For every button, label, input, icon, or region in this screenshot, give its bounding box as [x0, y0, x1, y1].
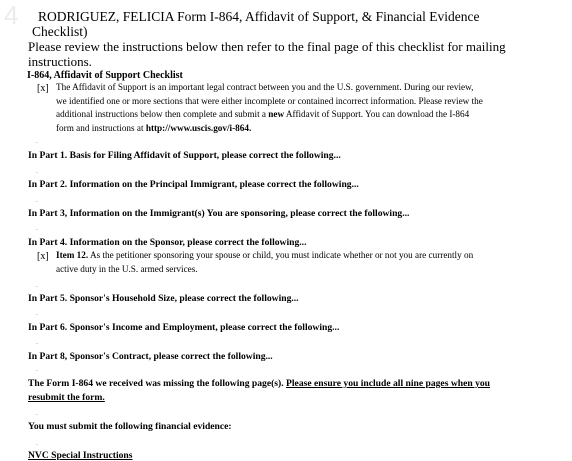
item-line-3-text: additional instructions below then complete and submit a [56, 109, 269, 119]
part-8-heading: In Part 8, Sponsor's Contract, please correct the following... [28, 351, 273, 362]
item-line-3-tail: Affidavit of Support. You can download the I-864 [284, 109, 470, 119]
separator-dot: . [36, 308, 38, 317]
item-line-3-bold: new [268, 109, 285, 119]
missing-pages-notice [28, 377, 490, 405]
part-1-heading: In Part 1. Basis for Filing Affidavit of Support, please correct the following... [28, 150, 341, 161]
separator-dot: . [36, 166, 38, 175]
item-line-3 [56, 108, 483, 122]
item-line-4-text: form and instructions at [56, 122, 146, 133]
missing-pages-line-2: resubmit the form. [28, 392, 105, 403]
part-4-item-line-2: active duty in the U.S. armed services. [56, 263, 198, 274]
document-title-continued: Checklist) [32, 24, 88, 39]
separator-dot: . [36, 337, 38, 346]
checklist-heading: I-864, Affidavit of Support Checklist [27, 70, 183, 81]
part-2-heading: In Part 2. Information on the Principal Immigrant, please correct the following... [28, 179, 359, 190]
separator-dot: . [36, 223, 38, 232]
part-3-heading: In Part 3, Information on the Immigrant(s) You are sponsoring, please correct the following... [28, 208, 410, 219]
part-4-heading: In Part 4. Information on the Sponsor, please correct the following... [28, 237, 307, 248]
missing-pages-instruction: Please ensure you include all nine pages when you [286, 378, 491, 389]
separator-dot: . [36, 136, 38, 145]
missing-pages-text: The Form I-864 we received was missing the following page(s). [28, 378, 287, 389]
watermark-number: 4 [4, 0, 19, 30]
part-5-heading: In Part 5. Sponsor's Household Size, please correct the following... [28, 293, 299, 304]
checkbox-mark: [x] [37, 251, 49, 262]
intro-line-1: Please review the instructions below then refer to the final page of this checklist for mailing [28, 39, 506, 54]
item-12-label: Item 12. [56, 250, 89, 260]
separator-dot: . [36, 280, 38, 289]
missing-pages-line-1 [28, 377, 490, 391]
item-line-4 [56, 122, 483, 136]
item-line-1: The Affidavit of Support is an important legal contract between you and the U.S. government. During our review, [56, 82, 474, 92]
part-4-item-text [56, 249, 473, 276]
item-line-2: we identified one or more sections that were either incomplete or contained incorrect information. Please review the [56, 95, 483, 106]
separator-dot: . [36, 408, 38, 417]
checklist-item-text [56, 81, 483, 135]
intro-line-2: instructions. [28, 54, 92, 69]
separator-dot: . [36, 364, 38, 373]
part-4-item-line-1 [56, 249, 473, 263]
separator-dot: . [36, 195, 38, 204]
part-6-heading: In Part 6. Sponsor's Income and Employment, please correct the following... [28, 322, 340, 333]
checkbox-mark: [x] [37, 83, 49, 94]
nvc-instructions-heading: NVC Special Instructions [28, 450, 133, 461]
financial-evidence-heading: You must submit the following financial evidence: [28, 421, 232, 432]
separator-dot: . [36, 438, 38, 447]
document-title: RODRIGUEZ, FELICIA Form I-864, Affidavit of Support, & Financial Evidence [38, 9, 480, 24]
item-12-text: As the petitioner sponsoring your spouse or child, you must indicate whether or not you are currently on [88, 250, 474, 260]
uscis-url: http://www.uscis.gov/i-864. [145, 122, 252, 133]
